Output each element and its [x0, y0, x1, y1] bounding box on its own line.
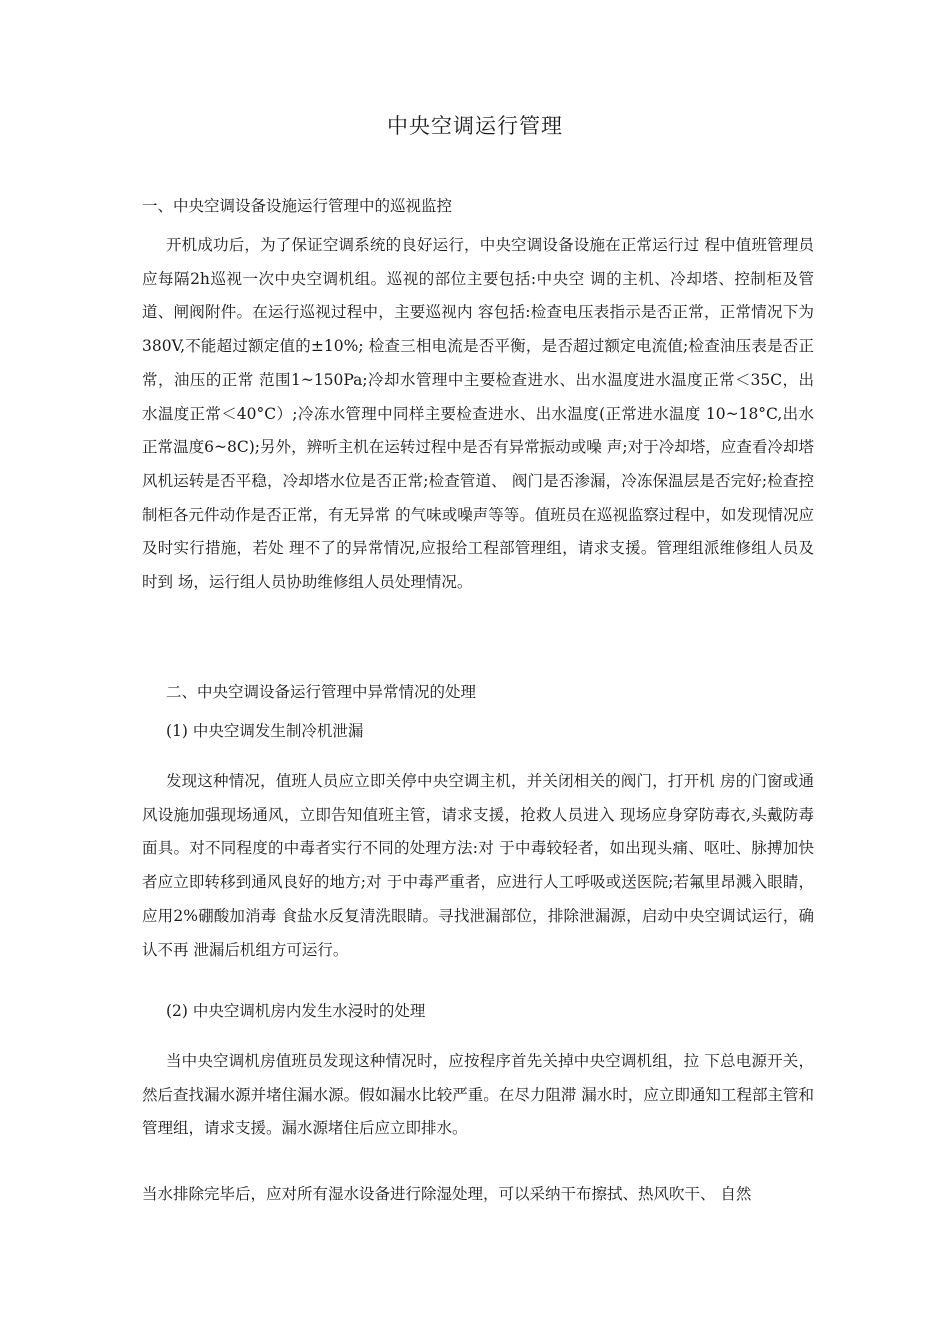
paragraph-after-drainage: 当水排除完毕后，应对所有湿水设备进行除湿处理，可以采纳干布擦拭、热风吹干、 自然	[142, 1185, 752, 1203]
paragraph-flooding: 当中央空调机房值班员发现这种情况时，应按程序首先关掉中央空调机组，拉 下总电源开关，然后查找漏水源并堵住漏水源。假如漏水比较严重。在尽力阻滞 漏水时，应立即通知工程部主管和管理组，请求支援。漏水源堵住后应立即排水。	[142, 1052, 814, 1138]
subheading-refrigerant-leak: (1) 中央空调发生制冷机泄漏	[166, 722, 364, 740]
page-title: 中央空调运行管理	[387, 114, 563, 138]
section-heading-abnormal: 二、中央空调设备运行管理中异常情况的处理	[166, 683, 477, 701]
section-heading-inspection: 一、中央空调设备设施运行管理中的巡视监控	[142, 197, 453, 215]
subheading-flooding: (2) 中央空调机房内发生水浸时的处理	[166, 1002, 426, 1020]
paragraph-refrigerant-leak: 发现这种情况，值班人员应立即关停中央空调主机，并关闭相关的阀门，打开机 房的门窗或通风设施加强现场通风，立即告知值班主管，请求支援，抢救人员进入 现场应身穿防毒衣,头戴防毒面具。对不同程度的中毒者实行不同的处理方法:对 于中毒较轻者，如出现头痛、呕吐、脉搏加快者应立即转移到通风良好的地方;对 于中毒严重者，应进行人工呼吸或送医院;若氟里昂溅入眼睛，应用2%硼酸加消毒 食盐水反复清洗眼睛。寻找泄漏部位，排除泄漏源，启动中央空调试运行，确认不再 泄漏后机组方可运行。	[142, 772, 814, 959]
paragraph-inspection: 开机成功后，为了保证空调系统的良好运行，中央空调设备设施在正常运行过 程中值班管理员应每隔2h巡视一次中央空调机组。巡视的部位主要包括:中央空 调的主机、冷却塔、控制柜及管道、闸阀附件。在运行巡视过程中，主要巡视内 容包括:检查电压表指示是否正常，正常情况下为380V,不能超过额定值的±10%; 检查三相电流是否平衡，是否超过额定电流值;检查油压表是否正常，油压的正常 范围1~150Pa;冷却水管理中主要检查进水、出水温度进水温度正常＜35C，出 水温度正常＜40°C）;冷冻水管理中同样主要检查进水、出水温度(正常进水温度 10~18°C,出水正常温度6~8C);另外，辨听主机在运转过程中是否有异常振动或噪 声;对于冷却塔，应查看冷却塔风机运转是否平稳，冷却塔水位是否正常;检查管道、 阀门是否渗漏，冷冻保温层是否完好;检查控制柜各元件动作是否正常，有无异常 的气味或噪声等等。值班员在巡视监察过程中，如发现情况应及时实行措施，若处 理不了的异常情况,应报给工程部管理组，请求支援。管理组派维修组人员及时到 场，运行组人员协助维修组人员处理情况。	[142, 236, 814, 592]
